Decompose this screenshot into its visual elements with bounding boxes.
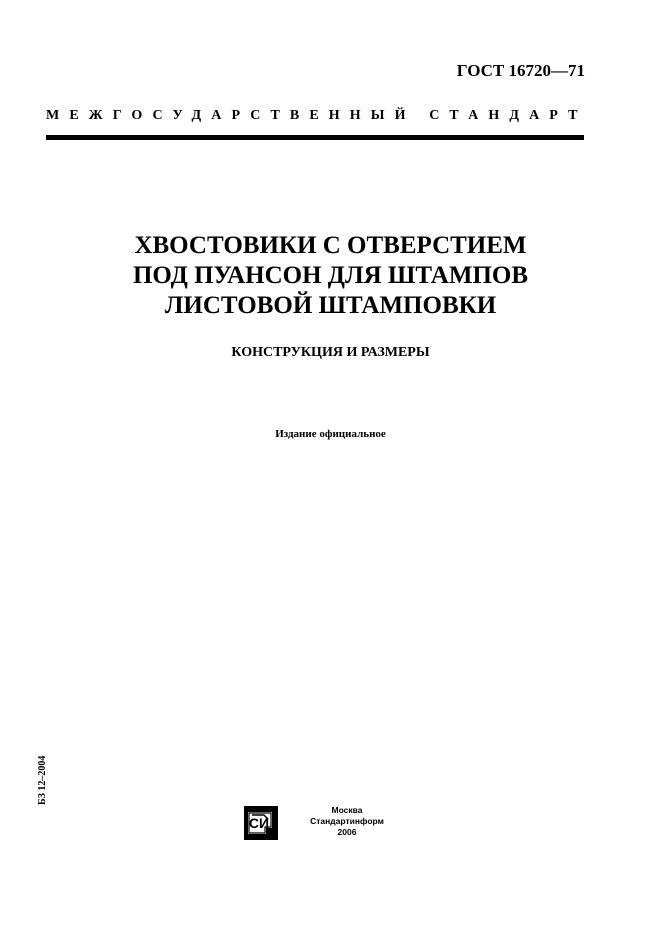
publisher-block — [244, 806, 404, 840]
publisher-city: Москва — [331, 805, 363, 815]
document-subtitle: КОНСТРУКЦИЯ И РАЗМЕРЫ — [231, 345, 430, 360]
title-line: ХВОСТОВИКИ С ОТВЕРСТИЕМ — [134, 232, 527, 259]
logo-text: СИ — [248, 815, 270, 831]
document-title — [0, 231, 661, 321]
side-note: БЗ 12–2004 — [37, 755, 48, 805]
top-rule — [46, 135, 584, 140]
edition-note: Издание официальное — [275, 428, 386, 440]
title-line: ЛИСТОВОЙ ШТАМПОВКИ — [164, 292, 497, 319]
title-line: ПОД ПУАНСОН ДЛЯ ШТАМПОВ — [132, 262, 529, 289]
interstate-standard-heading: МЕЖГОСУДАРСТВЕННЫЙ СТАНДАРТ — [46, 108, 588, 123]
publisher-name: Стандартинформ — [310, 816, 384, 826]
standartinform-logo-icon — [244, 806, 278, 840]
publisher-details — [292, 805, 402, 838]
gost-number: ГОСТ 16720—71 — [456, 61, 585, 80]
publisher-year: 2006 — [337, 827, 357, 837]
